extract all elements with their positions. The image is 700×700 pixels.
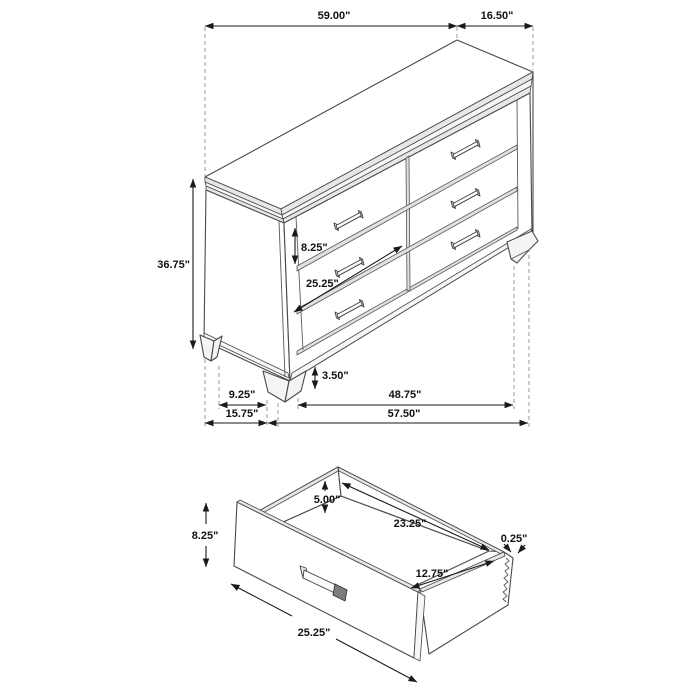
dim-leg-height-label: 3.50": [322, 370, 349, 382]
dim-drawer-height-label: 8.25": [301, 242, 328, 254]
dim-overall-width-label: 59.00": [317, 10, 351, 22]
dim-back-thickness-arrow-right: [518, 545, 525, 553]
dim-back-thickness-label: 0.25": [500, 533, 528, 545]
dim-overall-height-label: 36.75": [157, 259, 190, 271]
dim-back-thickness-arrow-left: [504, 544, 511, 552]
dresser-center-divider: [406, 156, 410, 291]
dim-drawer-interior-width-label: 23.25": [393, 518, 427, 530]
dim-drawer-interior-depth-label: 12.75": [415, 568, 449, 580]
dim-front-leg-spacing-label: 48.75": [388, 389, 422, 401]
dim-drawer-front-width-label: 25.25": [297, 627, 331, 639]
dim-drawer-interior-height-label: 5.00": [313, 494, 341, 506]
dim-base-width-label: 57.50": [387, 408, 421, 420]
dim-drawer-width-label: 25.25": [306, 278, 339, 290]
dim-side-base-depth-label: 15.75": [225, 408, 259, 420]
dresser-view: [157, 10, 538, 428]
dim-drawer-front-height-label: 8.25": [191, 530, 219, 542]
drawer-box-view: [192, 467, 528, 682]
dim-overall-depth-label: 16.50": [480, 10, 514, 22]
dim-side-leg-spacing-label: 9.25": [228, 389, 256, 401]
